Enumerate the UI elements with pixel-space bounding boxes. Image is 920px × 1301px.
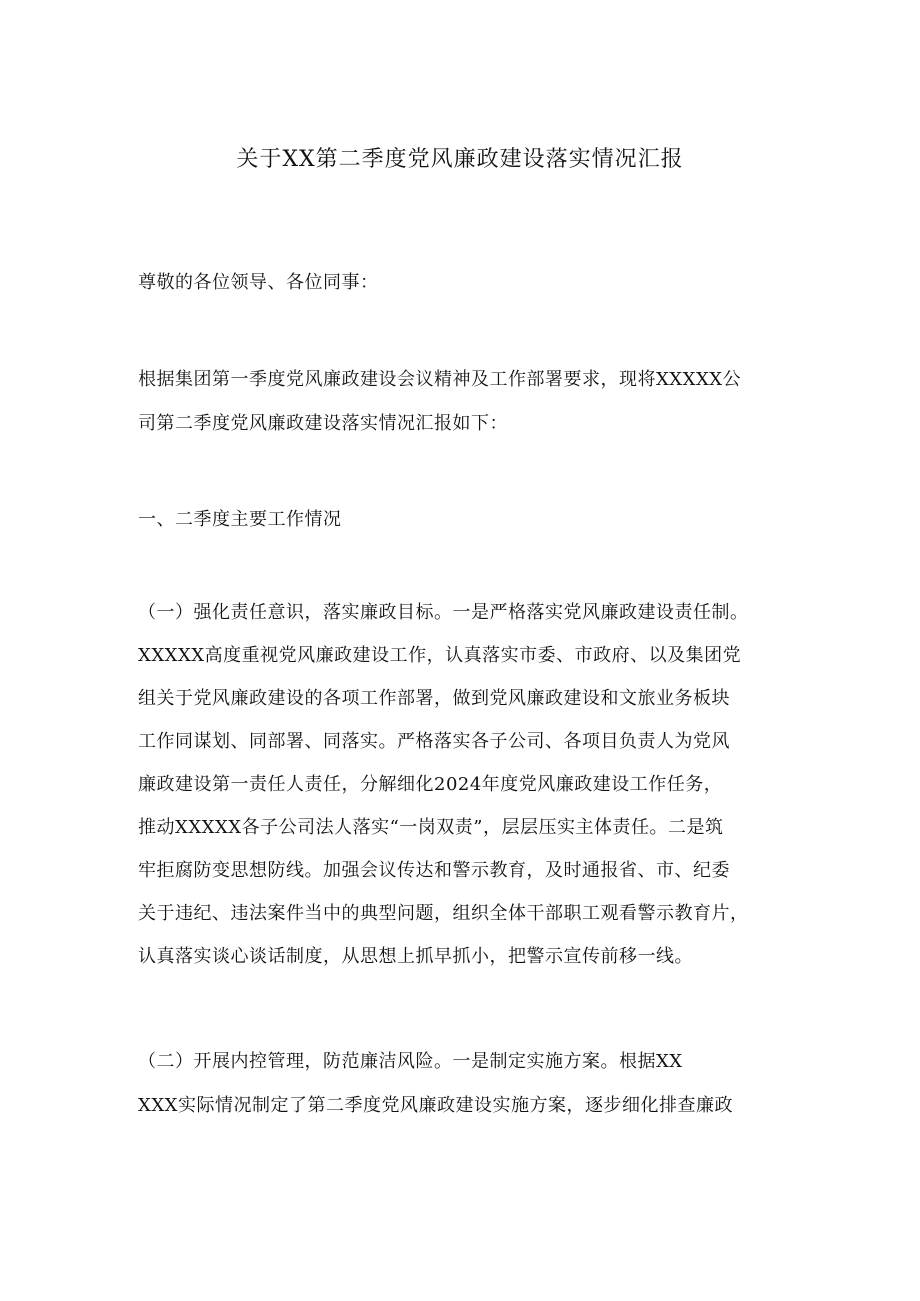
para2-line-2: XXX实际情况制定了第二季度党风廉政建设实施方案，逐步细化排查廉政	[138, 1095, 733, 1116]
para2-line-1: （二）开展内控管理，防范廉洁风险。一是制定实施方案。根据XX	[138, 1051, 683, 1072]
para1-line-2: XXXXX高度重视党风廉政建设工作，认真落实市委、市政府、以及集团党	[138, 645, 742, 666]
para1-line-4: 工作同谋划、同部署、同落实。严格落实各子公司、各项目负责人为党风	[138, 731, 730, 752]
intro-line-1: 根据集团第一季度党风廉政建设会议精神及工作部署要求，现将XXXXX公	[138, 369, 742, 390]
para1-line-8: 关于违纪、违法案件当中的典型问题，组织全体干部职工观看警示教育片，	[138, 903, 749, 924]
para1-line-9: 认真落实谈心谈话制度，从思想上抓早抓小，把警示宣传前移一线。	[138, 946, 693, 967]
para1-line-3: 组关于党风廉政建设的各项工作部署，做到党风廉政建设和文旅业务板块	[138, 688, 730, 709]
document-title: 关于XX第二季度党风廉政建设落实情况汇报	[236, 147, 684, 172]
para1-line-5: 廉政建设第一责任人责任，分解细化2024年度党风廉政建设工作任务，	[138, 774, 723, 795]
section-heading: 一、二季度主要工作情况	[138, 509, 342, 530]
salutation: 尊敬的各位领导、各位同事：	[138, 272, 379, 293]
para1-line-1: （一）强化责任意识，落实廉政目标。一是严格落实党风廉政建设责任制。	[138, 602, 749, 623]
para1-line-6: 推动XXXXX各子公司法人落实“一岗双责”，层层压实主体责任。二是筑	[138, 817, 724, 838]
para1-line-7: 牢拒腐防变思想防线。加强会议传达和警示教育，及时通报省、市、纪委	[138, 860, 730, 881]
intro-line-2: 司第二季度党风廉政建设落实情况汇报如下：	[138, 413, 508, 434]
